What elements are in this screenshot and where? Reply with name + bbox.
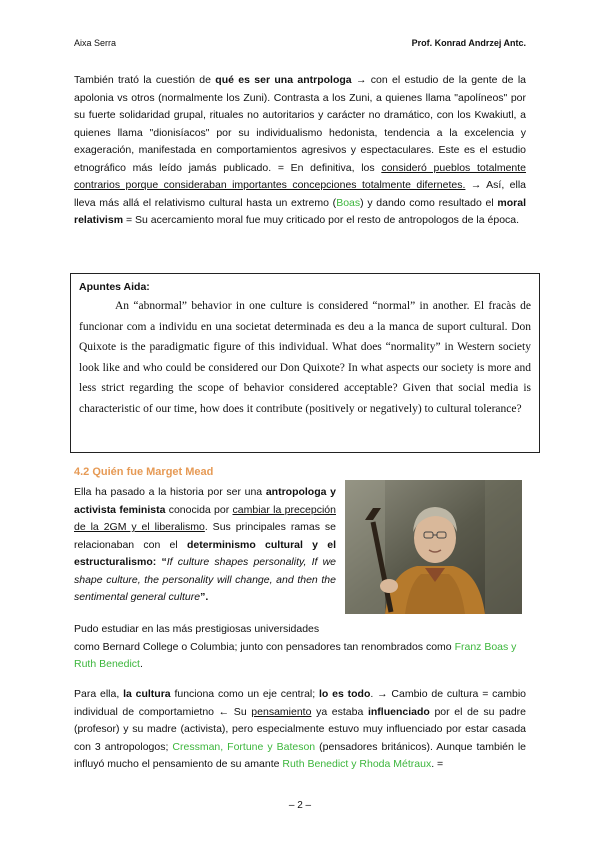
header-professor: Prof. Konrad Andrzej Antc.: [411, 38, 526, 48]
header-author: Aixa Serra: [74, 38, 117, 48]
paragraph-benedict: También trató la cuestión de qué es ser una antrpologa → con el estudio de la gente de la apolonia vs otros (normalmente los Zuni). Contrasta a los Zuni, a quienes llama "apolíneos" por su fuerte solidaridad grupal, rituales no autoritarios y carácter no dramático, con los Kwakiutl, a quienes llama "dionisíacos" por su individualismo hedonista, tendencia a la excelencia y exageración, manifestada en comportamientos agresivos y espectaculares. Este es el estudio etnográfico más leído jamás publicado. = En definitiva, los consideró pueblos totalmente contrarios porque consideraban importantes concepciones totalmente difernetes. → Así, ella lleva más allá el relativismo cultural hasta un extremo (Boas) y dando como resultado el moral relativism = Su acercamiento moral fue muy criticado por el resto de antropologos de la época.: [74, 74, 527, 226]
margaret-mead-photo: [345, 480, 522, 614]
notes-box: [70, 273, 540, 453]
notes-box-text: An “abnormal” behavior in one culture is considered “normal” in another. El fracàs de funcionar com a individu en una societat determinada es deu a la manca de suport cultural. Don Quixote is the paradigmatic figure of this individual. What does “normality” in Western society look like and who could be considered our Don Quixote? In what aspects our society is more and less strict regarding the scope of behavior considered acceptable? Given that social media is characteristic of our time, how does it contribute (positively or negatively) to cultural tolerance?: [79, 300, 531, 415]
section-heading: 4.2 Quién fue Marget Mead: [74, 466, 214, 478]
paragraph-mead-studies: Pudo estudiar en las más prestigiosas universidades como Bernard College o Columbia; junto con pensadores tan renombrados como Franz Boas y Ruth Benedict.: [74, 623, 517, 670]
page-number: – 2 –: [288, 800, 312, 811]
paragraph-mead-culture: Para ella, la cultura funciona como un eje central; lo es todo. → Cambio de cultura = cambio individual de comportamietno ← Su pensamiento ya estaba influenciado por el de su padre (profesor) y su madre (activista), pero especialmente estuvo muy influenciado por estar casada con 3 antropologos; Cressman, Fortune y Bateson (pensadores británicos). Aunque también le influyó mucho el pensamiento de su amante Ruth Benedict y Rhoda Métraux. =: [74, 688, 527, 770]
paragraph-mead-intro: Ella ha pasado a la historia por ser una antropologa y activista feminista conocida por cambiar la precepción de la 2GM y el liberalismo. Sus principales ramas se relacionaban con el determinismo cultural y el estructuralismo: “If culture shapes personality, If we shape culture, the personality will change, and then the sentimental general culture”.: [74, 486, 337, 603]
notes-box-title: Apuntes Aida:: [79, 281, 150, 293]
